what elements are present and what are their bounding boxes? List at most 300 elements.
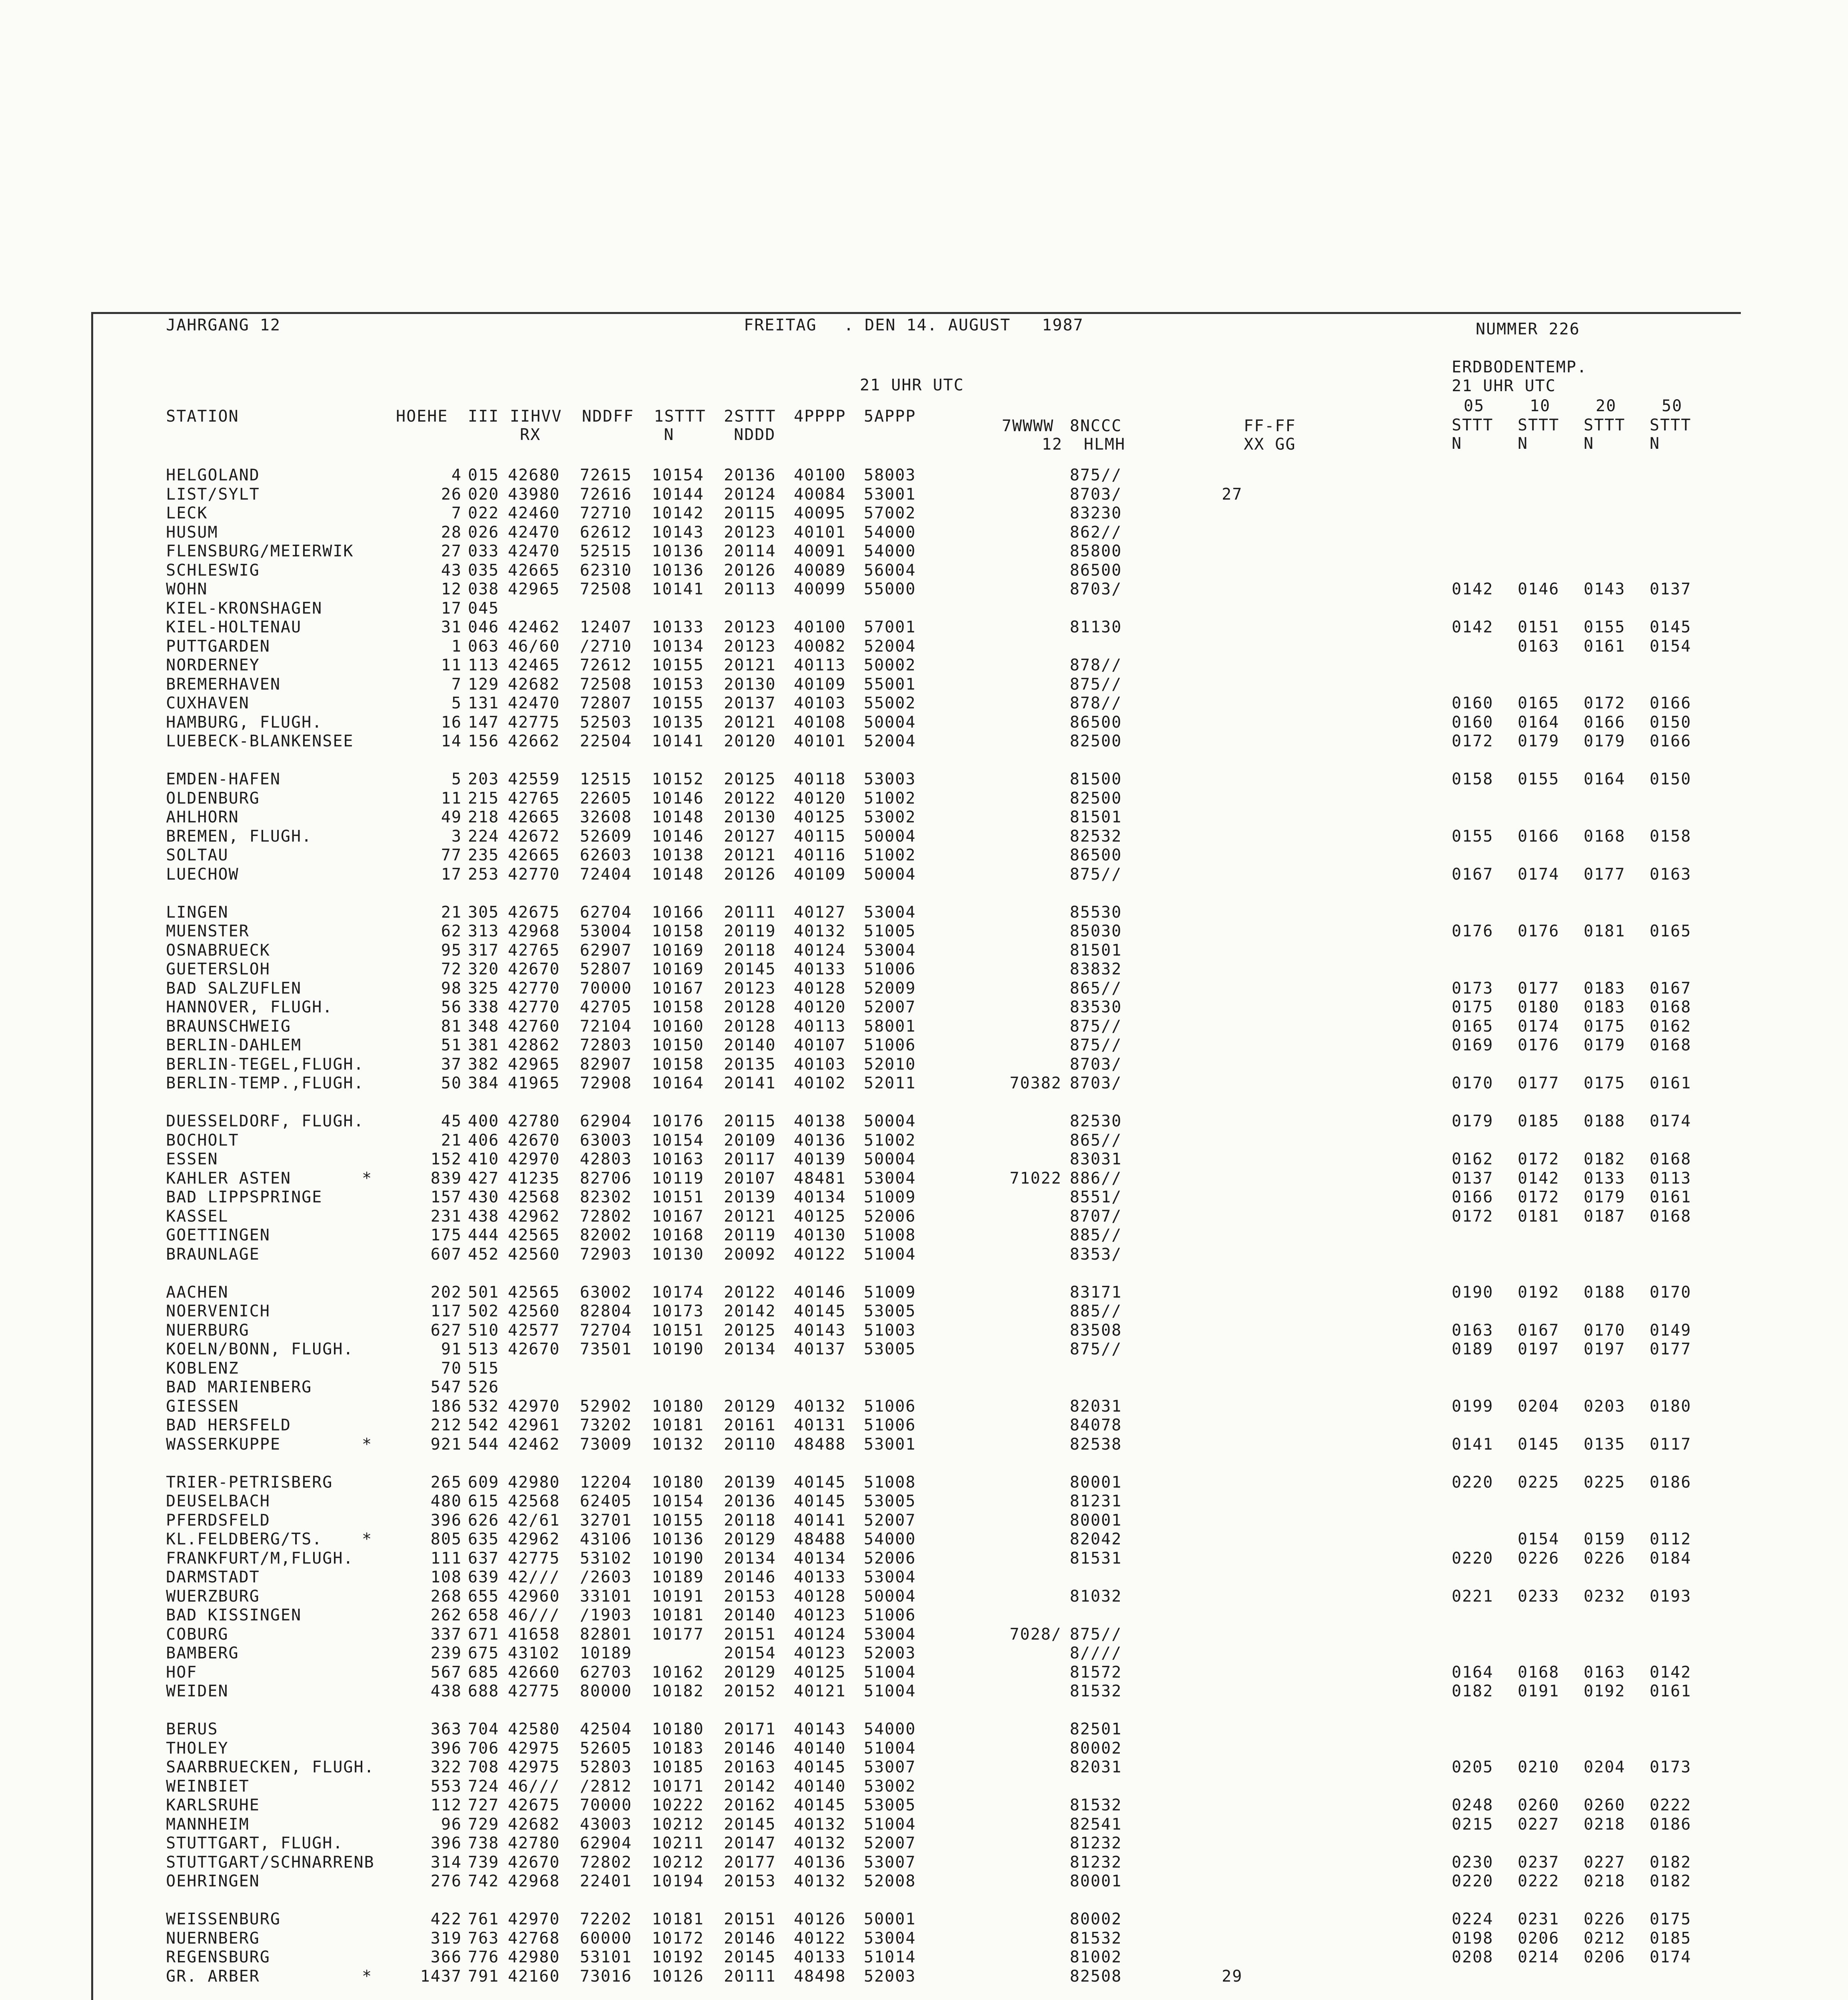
cell-soil-temp: 0170 [1452,1074,1494,1092]
cell-c6: 51004 [864,1663,916,1682]
cell-c4: 20107 [724,1169,776,1188]
cell-c4: 20145 [724,1948,776,1966]
cell-c2: 62310 [580,561,632,580]
cell-c2: 52605 [580,1739,632,1758]
cell-soil-temp: 0260 [1584,1796,1626,1814]
cell-soil-temp: 0164 [1452,1663,1494,1682]
cell-soil-temp: 0170 [1650,1283,1692,1302]
cell-c1: 42470 [508,542,560,560]
cell-ho: 396 [430,1834,462,1852]
cell-c2: 72802 [580,1207,632,1226]
cell-c3: 10150 [652,1036,704,1054]
cell-c4: 20145 [724,1815,776,1834]
cell-soil-temp: 0188 [1584,1283,1626,1302]
cell-c2: 33101 [580,1587,632,1606]
cell-nc: 83508 [1070,1321,1122,1340]
cell-nc: 82541 [1070,1815,1122,1834]
cell-c5: 40123 [794,1644,846,1662]
cell-c5: 40143 [794,1720,846,1738]
cell-nc: 878// [1070,694,1122,712]
cell-soil-temp: 0142 [1518,1169,1560,1188]
cell-c6: 51009 [864,1283,916,1302]
cell-c4: 20119 [724,922,776,940]
cell-c5: 40136 [794,1853,846,1872]
cell-soil-temp: 0179 [1584,732,1626,750]
cell-soil-temp: 0133 [1584,1169,1626,1188]
cell-st: BAMBERG [166,1644,239,1662]
header-iii: III [468,407,499,426]
cell-c1: 42580 [508,1720,560,1738]
cell-st: NUERBURG [166,1321,250,1340]
cell-c2: 73501 [580,1340,632,1358]
soil-time: 21 UHR UTC [1452,377,1556,395]
header-hoehe: HOEHE [396,407,448,426]
cell-c5: 40133 [794,1948,846,1966]
cell-c2: 62904 [580,1112,632,1130]
cell-soil-temp: 0146 [1518,580,1560,598]
cell-iii: 338 [468,998,499,1016]
cell-soil-temp: 0233 [1518,1587,1560,1606]
cell-c6: 52007 [864,1834,916,1852]
cell-c5: 40126 [794,1910,846,1928]
cell-c6: 51006 [864,1416,916,1434]
cell-c5: 40124 [794,941,846,960]
cell-ww: 70382 [1009,1074,1062,1092]
cell-c6: 51002 [864,1131,916,1150]
cell-c6: 53007 [864,1853,916,1872]
cell-st: WASSERKUPPE [166,1435,281,1454]
cell-c6: 50001 [864,1910,916,1928]
cell-c2: 72908 [580,1074,632,1092]
cell-c4: 20123 [724,523,776,542]
cell-nc: 875// [1070,1340,1122,1358]
cell-ho: 921 [430,1435,462,1454]
cell-soil-temp: 0186 [1650,1473,1692,1492]
cell-soil-temp: 0190 [1452,1283,1494,1302]
cell-soil-temp: 0176 [1518,1036,1560,1054]
cell-c1: 42768 [508,1929,560,1948]
cell-c2: 52803 [580,1758,632,1776]
cell-c6: 50002 [864,656,916,674]
cell-c3: 10155 [652,1511,704,1530]
cell-mk: * [362,1435,373,1454]
cell-st: DEUSELBACH [166,1492,270,1510]
cell-c6: 51009 [864,1188,916,1206]
cell-c2: 42803 [580,1150,632,1168]
cell-soil-temp: 0154 [1650,637,1692,656]
cell-c2: /2812 [580,1777,632,1796]
header-c6: 5APPP [864,407,916,426]
cell-iii: 129 [468,675,499,694]
cell-nc: 80001 [1070,1872,1122,1890]
cell-iii: 544 [468,1435,499,1454]
cell-c4: 20141 [724,1074,776,1092]
cell-c1: 42/61 [508,1511,560,1530]
cell-ho: 56 [441,998,462,1016]
cell-c3: 10155 [652,694,704,712]
cell-c4: 20125 [724,770,776,788]
cell-iii: 381 [468,1036,499,1054]
cell-c5: 40101 [794,732,846,750]
cell-c1: 42568 [508,1188,560,1206]
cell-c2: 72508 [580,580,632,598]
cell-c4: 20128 [724,998,776,1016]
cell-c3: 10152 [652,770,704,788]
cell-c4: 20122 [724,1283,776,1302]
cell-c5: 40128 [794,979,846,998]
cell-soil-temp: 0197 [1518,1340,1560,1358]
soil-stt-3: STTT [1584,416,1626,434]
cell-soil-temp: 0220 [1452,1549,1494,1568]
cell-c5: 40103 [794,1055,846,1074]
cell-soil-temp: 0224 [1452,1910,1494,1928]
cell-c5: 40141 [794,1511,846,1530]
cell-c3: 10182 [652,1682,704,1700]
cell-soil-temp: 0182 [1584,1150,1626,1168]
cell-soil-temp: 0165 [1518,694,1560,712]
cell-c2: 62904 [580,1834,632,1852]
cell-soil-temp: 0168 [1650,1036,1692,1054]
cell-c6: 51004 [864,1245,916,1264]
cell-c1: 42962 [508,1207,560,1226]
cell-c2: 52807 [580,960,632,978]
cell-c4: 20129 [724,1397,776,1416]
cell-c1: 42765 [508,789,560,808]
cell-soil-temp: 0151 [1518,618,1560,636]
cell-c5: 40089 [794,561,846,580]
cell-soil-temp: 0174 [1518,865,1560,884]
cell-c5: 40082 [794,637,846,656]
soil-depth-10: 10 [1530,397,1551,415]
cell-c4: 20140 [724,1036,776,1054]
cell-c3: 10119 [652,1169,704,1188]
cell-ho: 396 [430,1739,462,1758]
cell-soil-temp: 0166 [1518,827,1560,846]
cell-c6: 52011 [864,1074,916,1092]
cell-ho: 262 [430,1606,462,1624]
cell-c4: 20134 [724,1340,776,1358]
cell-c3: 10181 [652,1416,704,1434]
soil-n-1: N [1452,434,1462,453]
cell-soil-temp: 0169 [1452,1036,1494,1054]
cell-c1: 41235 [508,1169,560,1188]
cell-c2: 72508 [580,675,632,694]
cell-c2: 70000 [580,1796,632,1814]
cell-c6: 53004 [864,1929,916,1948]
cell-soil-temp: 0181 [1518,1207,1560,1226]
cell-st: KASSEL [166,1207,229,1226]
cell-c4: 20124 [724,485,776,504]
cell-c3: 10173 [652,1302,704,1320]
cell-c2: 12407 [580,618,632,636]
cell-nc: 875// [1070,466,1122,484]
cell-ho: 91 [441,1340,462,1358]
cell-c1: 42662 [508,732,560,750]
cell-c6: 51006 [864,1036,916,1054]
cell-c5: 40136 [794,1131,846,1150]
cell-c5: 40132 [794,1815,846,1834]
cell-c5: 40127 [794,903,846,922]
cell-c3: 10132 [652,1435,704,1454]
cell-c2: 52902 [580,1397,632,1416]
cell-c5: 40133 [794,1568,846,1586]
cell-c4: 20123 [724,618,776,636]
cell-c2: 22401 [580,1872,632,1890]
cell-c4: 20146 [724,1929,776,1948]
cell-c2: 72803 [580,1036,632,1054]
cell-st: HAMBURG, FLUGH. [166,713,323,732]
cell-st: BAD KISSINGEN [166,1606,302,1624]
cell-c5: 40125 [794,1207,846,1226]
cell-ho: 3 [451,827,462,846]
cell-c6: 52006 [864,1549,916,1568]
cell-nc: 875// [1070,675,1122,694]
cell-c2: 70000 [580,979,632,998]
cell-mk: * [362,1169,373,1188]
cell-st: EMDEN-HAFEN [166,770,281,788]
cell-ho: 14 [441,732,462,750]
cell-soil-temp: 0168 [1650,1150,1692,1168]
cell-c5: 40101 [794,523,846,542]
cell-st: AHLHORN [166,808,239,826]
header-c3b: N [664,426,675,444]
cell-iii: 218 [468,808,499,826]
cell-c6: 55002 [864,694,916,712]
cell-soil-temp: 0199 [1452,1397,1494,1416]
cell-c4: 20177 [724,1853,776,1872]
cell-soil-temp: 0212 [1584,1929,1626,1948]
cell-c3: 10177 [652,1625,704,1644]
cell-soil-temp: 0214 [1518,1948,1560,1966]
cell-soil-temp: 0198 [1452,1929,1494,1948]
cell-st: LINGEN [166,903,229,922]
cell-c2: 72903 [580,1245,632,1264]
cell-c3: 10146 [652,827,704,846]
cell-c2: 43106 [580,1530,632,1548]
cell-c5: 40115 [794,827,846,846]
cell-soil-temp: 0175 [1584,1017,1626,1036]
cell-c5: 40108 [794,713,846,732]
cell-c4: 20115 [724,1112,776,1130]
cell-soil-temp: 0248 [1452,1796,1494,1814]
cell-c1: 42559 [508,770,560,788]
cell-c3: 10192 [652,1948,704,1966]
cell-st: WOHN [166,580,208,598]
cell-soil-temp: 0174 [1650,1948,1692,1966]
cell-nc: 875// [1070,1625,1122,1644]
cell-c6: 50004 [864,865,916,884]
cell-c1: 42775 [508,1549,560,1568]
cell-c4: 20122 [724,789,776,808]
cell-c3: 10151 [652,1321,704,1340]
cell-soil-temp: 0141 [1452,1435,1494,1454]
cell-soil-temp: 0206 [1518,1929,1560,1948]
cell-c5: 40107 [794,1036,846,1054]
cell-c1: 42960 [508,1587,560,1606]
cell-ho: 157 [430,1188,462,1206]
cell-soil-temp: 0161 [1650,1074,1692,1092]
cell-iii: 708 [468,1758,499,1776]
cell-st: THOLEY [166,1739,229,1758]
cell-nc: 81231 [1070,1492,1122,1510]
cell-c2: 42504 [580,1720,632,1738]
cell-mk: * [362,1530,373,1548]
cell-ho: 337 [430,1625,462,1644]
cell-c4: 20110 [724,1435,776,1454]
cell-c4: 20171 [724,1720,776,1738]
cell-c4: 20128 [724,1017,776,1036]
cell-c2: 62907 [580,941,632,960]
cell-iii: 020 [468,485,499,504]
cell-iii: 635 [468,1530,499,1548]
cell-iii: 215 [468,789,499,808]
cell-soil-temp: 0226 [1584,1549,1626,1568]
cell-nc: 8551/ [1070,1188,1122,1206]
soil-stt-1: STTT [1452,416,1494,434]
header-ww: 7WWWW [1002,417,1054,435]
cell-c5: 40120 [794,998,846,1016]
cell-c3: 10181 [652,1910,704,1928]
cell-nc: 865// [1070,979,1122,998]
cell-c5: 40091 [794,542,846,560]
cell-soil-temp: 0183 [1584,979,1626,998]
cell-c1: 42665 [508,808,560,826]
cell-c6: 50004 [864,1587,916,1606]
cell-soil-temp: 0150 [1650,713,1692,732]
cell-c3: 10167 [652,1207,704,1226]
cell-iii: 542 [468,1416,499,1434]
cell-c4: 20135 [724,1055,776,1074]
cell-ho: 17 [441,599,462,618]
cell-c1: 42672 [508,827,560,846]
cell-c4: 20120 [724,732,776,750]
cell-ho: 627 [430,1321,462,1340]
cell-c4: 20092 [724,1245,776,1264]
cell-c3: 10185 [652,1758,704,1776]
cell-c4: 20153 [724,1872,776,1890]
cell-c4: 20121 [724,713,776,732]
cell-c2: 12204 [580,1473,632,1492]
cell-c4: 20146 [724,1568,776,1586]
cell-c4: 20142 [724,1302,776,1320]
cell-iii: 671 [468,1625,499,1644]
cell-soil-temp: 0232 [1584,1587,1626,1606]
cell-c5: 40139 [794,1150,846,1168]
cell-st: PUTTGARDEN [166,637,270,656]
cell-ho: 314 [430,1853,462,1872]
cell-soil-temp: 0161 [1650,1682,1692,1700]
cell-ho: 43 [441,561,462,580]
cell-ho: 26 [441,485,462,504]
cell-c2: 53101 [580,1948,632,1966]
cell-nc: 83832 [1070,960,1122,978]
cell-c4: 20151 [724,1910,776,1928]
cell-c5: 40099 [794,580,846,598]
cell-nc: 82031 [1070,1397,1122,1416]
cell-c1: 42670 [508,960,560,978]
cell-c6: 53004 [864,1625,916,1644]
cell-ho: 805 [430,1530,462,1548]
cell-c3: 10172 [652,1929,704,1948]
cell-c2: 43003 [580,1815,632,1834]
cell-soil-temp: 0166 [1650,732,1692,750]
cell-nc: 81501 [1070,808,1122,826]
cell-iii: 026 [468,523,499,542]
cell-c6: 51008 [864,1473,916,1492]
cell-soil-temp: 0226 [1584,1910,1626,1928]
cell-st: HUSUM [166,523,218,542]
cell-iii: 532 [468,1397,499,1416]
cell-soil-temp: 0154 [1518,1530,1560,1548]
cell-c3: 10158 [652,922,704,940]
cell-c5: 40084 [794,485,846,504]
cell-c5: 40143 [794,1321,846,1340]
cell-c5: 48488 [794,1435,846,1454]
cell-c6: 55001 [864,675,916,694]
cell-nc: 82031 [1070,1758,1122,1776]
cell-c4: 20145 [724,960,776,978]
cell-c2: 12515 [580,770,632,788]
cell-c5: 40130 [794,1226,846,1244]
cell-c4: 20146 [724,1739,776,1758]
cell-c1: 42160 [508,1967,560,1986]
cell-soil-temp: 0163 [1650,865,1692,884]
cell-ho: 480 [430,1492,462,1510]
cell-c1: 42577 [508,1321,560,1340]
cell-ho: 45 [441,1112,462,1130]
cell-soil-temp: 0203 [1584,1397,1626,1416]
cell-c1: 42770 [508,998,560,1016]
cell-soil-temp: 0182 [1650,1872,1692,1890]
cell-c5: 40122 [794,1245,846,1264]
cell-soil-temp: 0193 [1650,1587,1692,1606]
cell-c5: 40140 [794,1739,846,1758]
cell-soil-temp: 0218 [1584,1872,1626,1890]
cell-iii: 147 [468,713,499,732]
cell-ho: 27 [441,542,462,560]
cell-ho: 265 [430,1473,462,1492]
cell-c5: 40113 [794,656,846,674]
cell-nc: 81501 [1070,941,1122,960]
cell-c1: 42965 [508,1055,560,1074]
cell-c1: 42665 [508,846,560,864]
cell-c6: 50004 [864,713,916,732]
cell-c4: 20118 [724,941,776,960]
cell-c3: 10180 [652,1473,704,1492]
cell-c4: 20162 [724,1796,776,1814]
cell-soil-temp: 0162 [1452,1150,1494,1168]
cell-soil-temp: 0167 [1452,865,1494,884]
cell-soil-temp: 0218 [1584,1815,1626,1834]
cell-iii: 438 [468,1207,499,1226]
cell-c2: 72807 [580,694,632,712]
cell-nc: 875// [1070,1017,1122,1036]
cell-iii: 253 [468,865,499,884]
cell-c2: 73202 [580,1416,632,1434]
cell-ho: 21 [441,903,462,922]
cell-ho: 438 [430,1682,462,1700]
cell-soil-temp: 0230 [1452,1853,1494,1872]
cell-iii: 063 [468,637,499,656]
cell-c3: 10180 [652,1397,704,1416]
cell-st: BERUS [166,1720,218,1738]
cell-soil-temp: 0180 [1650,1397,1692,1416]
cell-c3: 10167 [652,979,704,998]
cell-ho: 553 [430,1777,462,1796]
cell-soil-temp: 0188 [1584,1112,1626,1130]
cell-soil-temp: 0166 [1452,1188,1494,1206]
cell-c4: 20114 [724,542,776,560]
